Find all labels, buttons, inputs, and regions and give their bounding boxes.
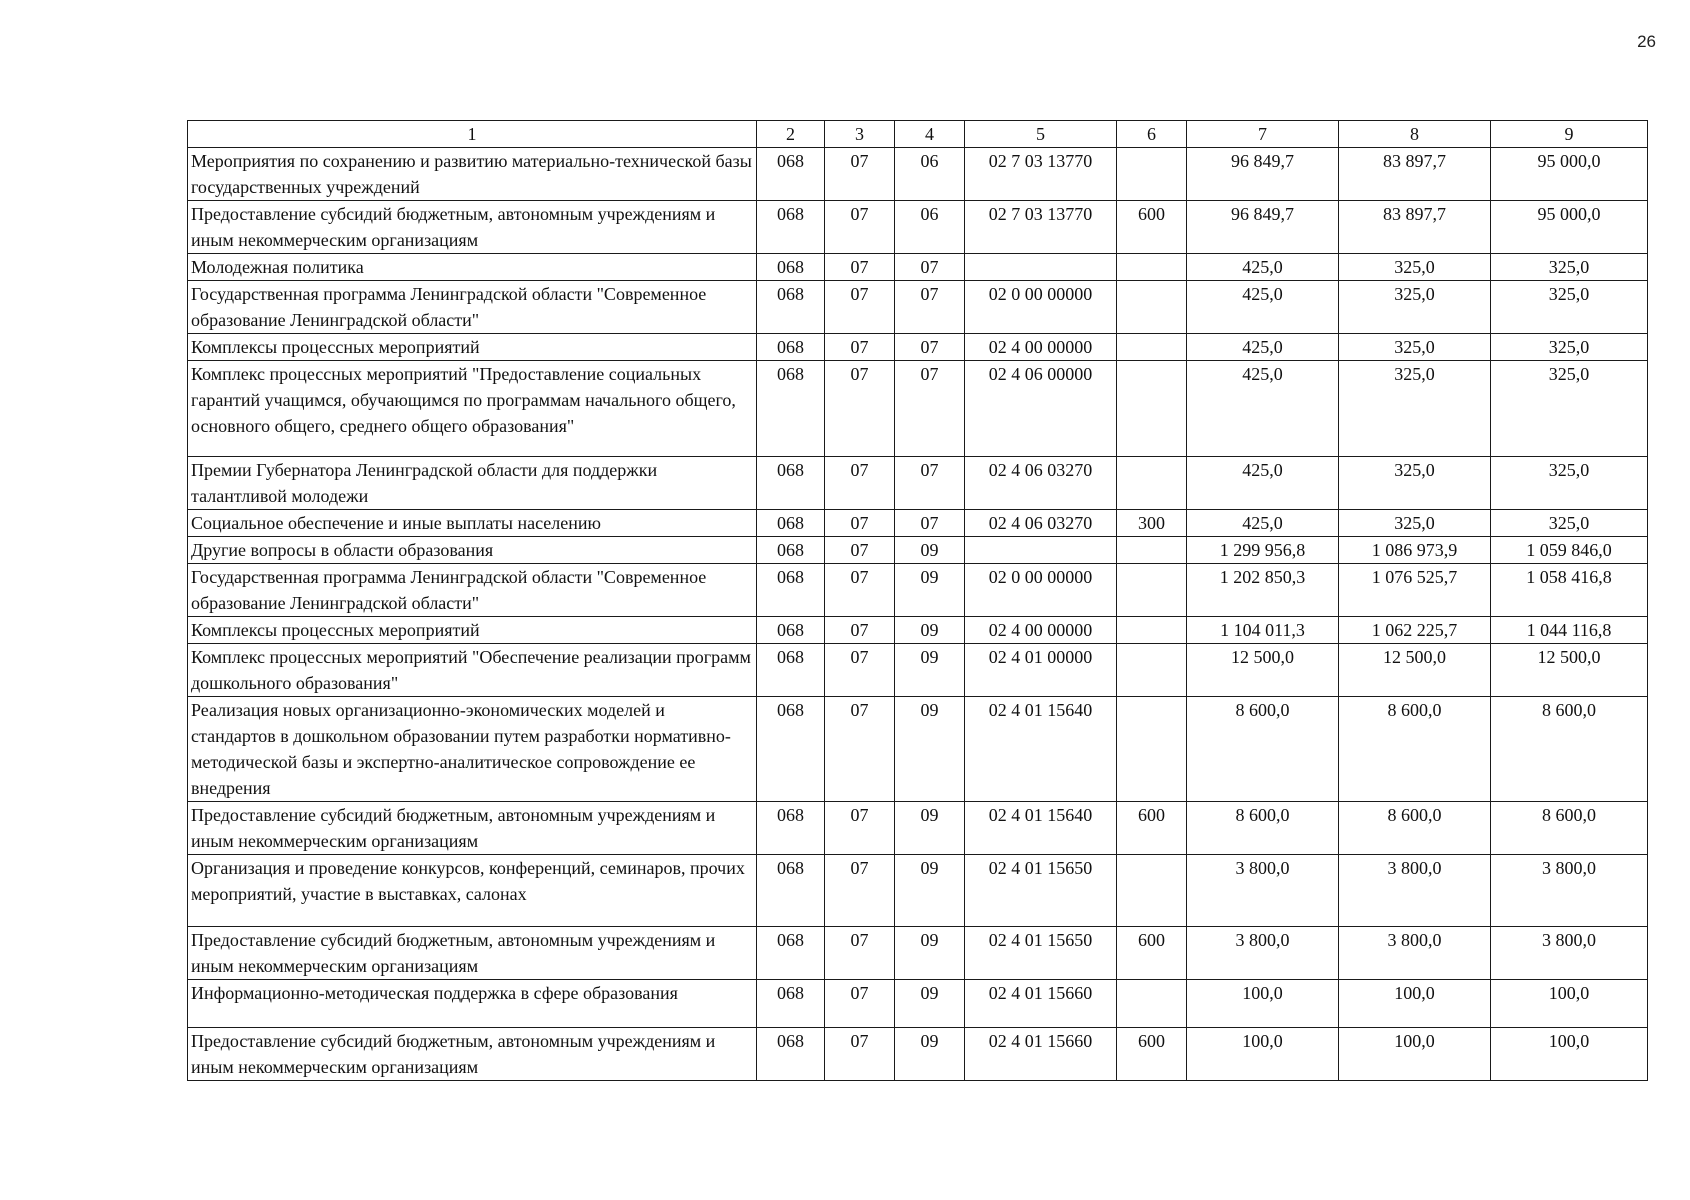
cell-col-3: 07 — [825, 361, 895, 457]
page-number: 26 — [1637, 32, 1656, 51]
row-name-cell: Предоставление субсидий бюджетным, автономным учреждениям и иным некоммерческим организациям — [188, 1028, 757, 1081]
cell-col-5: 02 4 06 03270 — [965, 510, 1117, 537]
cell-col-8: 100,0 — [1339, 980, 1491, 1028]
cell-col-6 — [1117, 334, 1187, 361]
cell-col-8: 1 086 973,9 — [1339, 537, 1491, 564]
cell-col-3: 07 — [825, 457, 895, 510]
cell-col-7: 96 849,7 — [1187, 148, 1339, 201]
cell-col-6 — [1117, 855, 1187, 927]
cell-col-6 — [1117, 281, 1187, 334]
row-name-cell: Социальное обеспечение и иные выплаты населению — [188, 510, 757, 537]
cell-col-9: 3 800,0 — [1491, 927, 1648, 980]
cell-col-7: 1 104 011,3 — [1187, 617, 1339, 644]
cell-col-4: 09 — [895, 617, 965, 644]
cell-col-3: 07 — [825, 148, 895, 201]
cell-col-6 — [1117, 980, 1187, 1028]
cell-col-6: 600 — [1117, 1028, 1187, 1081]
cell-col-8: 325,0 — [1339, 457, 1491, 510]
cell-col-6 — [1117, 564, 1187, 617]
cell-col-5: 02 4 01 15660 — [965, 980, 1117, 1028]
row-name-cell: Комплекс процессных мероприятий "Обеспечение реализации программ дошкольного образования" — [188, 644, 757, 697]
cell-col-9: 95 000,0 — [1491, 201, 1648, 254]
table-row — [188, 148, 1648, 201]
cell-col-9: 325,0 — [1491, 254, 1648, 281]
cell-col-7: 12 500,0 — [1187, 644, 1339, 697]
cell-col-2: 068 — [757, 644, 825, 697]
cell-col-4: 06 — [895, 201, 965, 254]
cell-col-4: 09 — [895, 980, 965, 1028]
row-name-cell: Комплексы процессных мероприятий — [188, 617, 757, 644]
cell-col-8: 1 076 525,7 — [1339, 564, 1491, 617]
cell-col-2: 068 — [757, 537, 825, 564]
cell-col-3: 07 — [825, 617, 895, 644]
cell-col-6: 600 — [1117, 927, 1187, 980]
cell-col-4: 07 — [895, 254, 965, 281]
cell-col-8: 8 600,0 — [1339, 802, 1491, 855]
cell-col-7: 100,0 — [1187, 1028, 1339, 1081]
cell-col-4: 07 — [895, 334, 965, 361]
table-row — [188, 564, 1648, 617]
cell-col-6: 300 — [1117, 510, 1187, 537]
cell-col-8: 325,0 — [1339, 361, 1491, 457]
cell-col-9: 325,0 — [1491, 281, 1648, 334]
row-name-cell: Комплексы процессных мероприятий — [188, 334, 757, 361]
cell-col-8: 8 600,0 — [1339, 697, 1491, 802]
cell-col-5: 02 4 01 15660 — [965, 1028, 1117, 1081]
cell-col-8: 325,0 — [1339, 510, 1491, 537]
cell-col-8: 83 897,7 — [1339, 148, 1491, 201]
table-row — [188, 697, 1648, 802]
cell-col-5 — [965, 254, 1117, 281]
cell-col-4: 09 — [895, 644, 965, 697]
cell-col-9: 1 058 416,8 — [1491, 564, 1648, 617]
cell-col-7: 8 600,0 — [1187, 697, 1339, 802]
cell-col-9: 325,0 — [1491, 510, 1648, 537]
row-name-cell: Информационно-методическая поддержка в сфере образования — [188, 980, 757, 1028]
table-row — [188, 334, 1648, 361]
cell-col-2: 068 — [757, 855, 825, 927]
cell-col-8: 3 800,0 — [1339, 927, 1491, 980]
cell-col-6 — [1117, 148, 1187, 201]
cell-col-2: 068 — [757, 254, 825, 281]
cell-col-6 — [1117, 457, 1187, 510]
cell-col-8: 100,0 — [1339, 1028, 1491, 1081]
cell-col-2: 068 — [757, 334, 825, 361]
cell-col-7: 425,0 — [1187, 334, 1339, 361]
cell-col-3: 07 — [825, 201, 895, 254]
cell-col-8: 83 897,7 — [1339, 201, 1491, 254]
cell-col-9: 3 800,0 — [1491, 855, 1648, 927]
cell-col-4: 09 — [895, 855, 965, 927]
table-row — [188, 281, 1648, 334]
table-row — [188, 980, 1648, 1028]
cell-col-7: 3 800,0 — [1187, 927, 1339, 980]
table-row — [188, 855, 1648, 927]
table-row — [188, 457, 1648, 510]
row-name-cell: Молодежная политика — [188, 254, 757, 281]
cell-col-5: 02 0 00 00000 — [965, 281, 1117, 334]
column-header: 9 — [1491, 121, 1648, 148]
cell-col-7: 425,0 — [1187, 281, 1339, 334]
cell-col-5: 02 4 00 00000 — [965, 334, 1117, 361]
table-row — [188, 201, 1648, 254]
row-name-cell: Предоставление субсидий бюджетным, автономным учреждениям и иным некоммерческим организациям — [188, 927, 757, 980]
column-header: 7 — [1187, 121, 1339, 148]
cell-col-8: 1 062 225,7 — [1339, 617, 1491, 644]
cell-col-7: 96 849,7 — [1187, 201, 1339, 254]
row-name-cell: Предоставление субсидий бюджетным, автономным учреждениям и иным некоммерческим организациям — [188, 201, 757, 254]
cell-col-3: 07 — [825, 927, 895, 980]
column-header: 4 — [895, 121, 965, 148]
cell-col-5: 02 4 06 00000 — [965, 361, 1117, 457]
cell-col-7: 1 299 956,8 — [1187, 537, 1339, 564]
cell-col-5: 02 4 01 15650 — [965, 855, 1117, 927]
cell-col-3: 07 — [825, 564, 895, 617]
cell-col-3: 07 — [825, 510, 895, 537]
cell-col-6 — [1117, 617, 1187, 644]
cell-col-8: 325,0 — [1339, 281, 1491, 334]
cell-col-6 — [1117, 537, 1187, 564]
table-row — [188, 361, 1648, 457]
cell-col-2: 068 — [757, 697, 825, 802]
cell-col-2: 068 — [757, 1028, 825, 1081]
cell-col-7: 425,0 — [1187, 361, 1339, 457]
table-row — [188, 510, 1648, 537]
cell-col-9: 8 600,0 — [1491, 802, 1648, 855]
row-name-cell: Государственная программа Ленинградской области "Современное образование Ленинградской области" — [188, 564, 757, 617]
table-row — [188, 617, 1648, 644]
cell-col-8: 3 800,0 — [1339, 855, 1491, 927]
cell-col-6 — [1117, 361, 1187, 457]
cell-col-3: 07 — [825, 855, 895, 927]
cell-col-9: 12 500,0 — [1491, 644, 1648, 697]
cell-col-5: 02 4 01 15650 — [965, 927, 1117, 980]
table-row — [188, 1028, 1648, 1081]
column-header: 1 — [188, 121, 757, 148]
cell-col-5: 02 4 01 15640 — [965, 802, 1117, 855]
cell-col-5 — [965, 537, 1117, 564]
cell-col-4: 07 — [895, 510, 965, 537]
cell-col-5: 02 0 00 00000 — [965, 564, 1117, 617]
cell-col-3: 07 — [825, 802, 895, 855]
row-name-cell: Предоставление субсидий бюджетным, автономным учреждениям и иным некоммерческим организациям — [188, 802, 757, 855]
row-name-cell: Премии Губернатора Ленинградской области для поддержки талантливой молодежи — [188, 457, 757, 510]
cell-col-3: 07 — [825, 1028, 895, 1081]
cell-col-6: 600 — [1117, 201, 1187, 254]
row-name-cell: Комплекс процессных мероприятий "Предоставление социальных гарантий учащимся, обучающимся по программам начального общего, основного общего, среднего общего образования" — [188, 361, 757, 457]
cell-col-3: 07 — [825, 537, 895, 564]
cell-col-5: 02 4 01 00000 — [965, 644, 1117, 697]
row-name-cell: Государственная программа Ленинградской области "Современное образование Ленинградской области" — [188, 281, 757, 334]
column-header: 5 — [965, 121, 1117, 148]
cell-col-6: 600 — [1117, 802, 1187, 855]
cell-col-4: 09 — [895, 537, 965, 564]
cell-col-2: 068 — [757, 802, 825, 855]
cell-col-2: 068 — [757, 927, 825, 980]
cell-col-9: 325,0 — [1491, 457, 1648, 510]
cell-col-3: 07 — [825, 697, 895, 802]
cell-col-2: 068 — [757, 564, 825, 617]
cell-col-8: 325,0 — [1339, 254, 1491, 281]
cell-col-2: 068 — [757, 980, 825, 1028]
cell-col-3: 07 — [825, 644, 895, 697]
cell-col-6 — [1117, 254, 1187, 281]
cell-col-3: 07 — [825, 281, 895, 334]
table-row — [188, 254, 1648, 281]
cell-col-4: 09 — [895, 1028, 965, 1081]
table-row — [188, 802, 1648, 855]
row-name-cell: Организация и проведение конкурсов, конференций, семинаров, прочих мероприятий, участие в выставках, салонах — [188, 855, 757, 927]
table-row — [188, 927, 1648, 980]
column-header: 6 — [1117, 121, 1187, 148]
cell-col-4: 07 — [895, 457, 965, 510]
cell-col-7: 425,0 — [1187, 510, 1339, 537]
cell-col-6 — [1117, 644, 1187, 697]
cell-col-7: 425,0 — [1187, 254, 1339, 281]
cell-col-3: 07 — [825, 254, 895, 281]
cell-col-5: 02 4 01 15640 — [965, 697, 1117, 802]
cell-col-3: 07 — [825, 334, 895, 361]
cell-col-2: 068 — [757, 510, 825, 537]
cell-col-4: 09 — [895, 564, 965, 617]
column-header: 2 — [757, 121, 825, 148]
cell-col-4: 09 — [895, 927, 965, 980]
cell-col-5: 02 7 03 13770 — [965, 201, 1117, 254]
column-header: 8 — [1339, 121, 1491, 148]
budget-table — [187, 120, 1648, 1081]
cell-col-2: 068 — [757, 361, 825, 457]
row-name-cell: Мероприятия по сохранению и развитию материально-технической базы государственных учреждений — [188, 148, 757, 201]
cell-col-5: 02 4 06 03270 — [965, 457, 1117, 510]
cell-col-2: 068 — [757, 281, 825, 334]
table-body — [188, 148, 1648, 1081]
cell-col-9: 8 600,0 — [1491, 697, 1648, 802]
cell-col-3: 07 — [825, 980, 895, 1028]
cell-col-7: 8 600,0 — [1187, 802, 1339, 855]
cell-col-2: 068 — [757, 457, 825, 510]
cell-col-7: 3 800,0 — [1187, 855, 1339, 927]
cell-col-7: 1 202 850,3 — [1187, 564, 1339, 617]
cell-col-9: 1 059 846,0 — [1491, 537, 1648, 564]
cell-col-7: 425,0 — [1187, 457, 1339, 510]
cell-col-9: 100,0 — [1491, 1028, 1648, 1081]
table-row — [188, 537, 1648, 564]
cell-col-7: 100,0 — [1187, 980, 1339, 1028]
cell-col-2: 068 — [757, 617, 825, 644]
cell-col-8: 325,0 — [1339, 334, 1491, 361]
row-name-cell: Другие вопросы в области образования — [188, 537, 757, 564]
cell-col-4: 09 — [895, 697, 965, 802]
cell-col-9: 1 044 116,8 — [1491, 617, 1648, 644]
cell-col-5: 02 7 03 13770 — [965, 148, 1117, 201]
column-header: 3 — [825, 121, 895, 148]
cell-col-9: 100,0 — [1491, 980, 1648, 1028]
cell-col-4: 07 — [895, 281, 965, 334]
cell-col-5: 02 4 00 00000 — [965, 617, 1117, 644]
cell-col-4: 07 — [895, 361, 965, 457]
cell-col-4: 09 — [895, 802, 965, 855]
table-row — [188, 644, 1648, 697]
cell-col-6 — [1117, 697, 1187, 802]
column-number-row — [188, 121, 1648, 148]
cell-col-2: 068 — [757, 201, 825, 254]
cell-col-8: 12 500,0 — [1339, 644, 1491, 697]
cell-col-9: 325,0 — [1491, 334, 1648, 361]
cell-col-4: 06 — [895, 148, 965, 201]
row-name-cell: Реализация новых организационно-экономических моделей и стандартов в дошкольном образовании путем разработки нормативно-методической базы и экспертно-аналитическое сопровождение ее внедрения — [188, 697, 757, 802]
cell-col-9: 95 000,0 — [1491, 148, 1648, 201]
cell-col-2: 068 — [757, 148, 825, 201]
cell-col-9: 325,0 — [1491, 361, 1648, 457]
